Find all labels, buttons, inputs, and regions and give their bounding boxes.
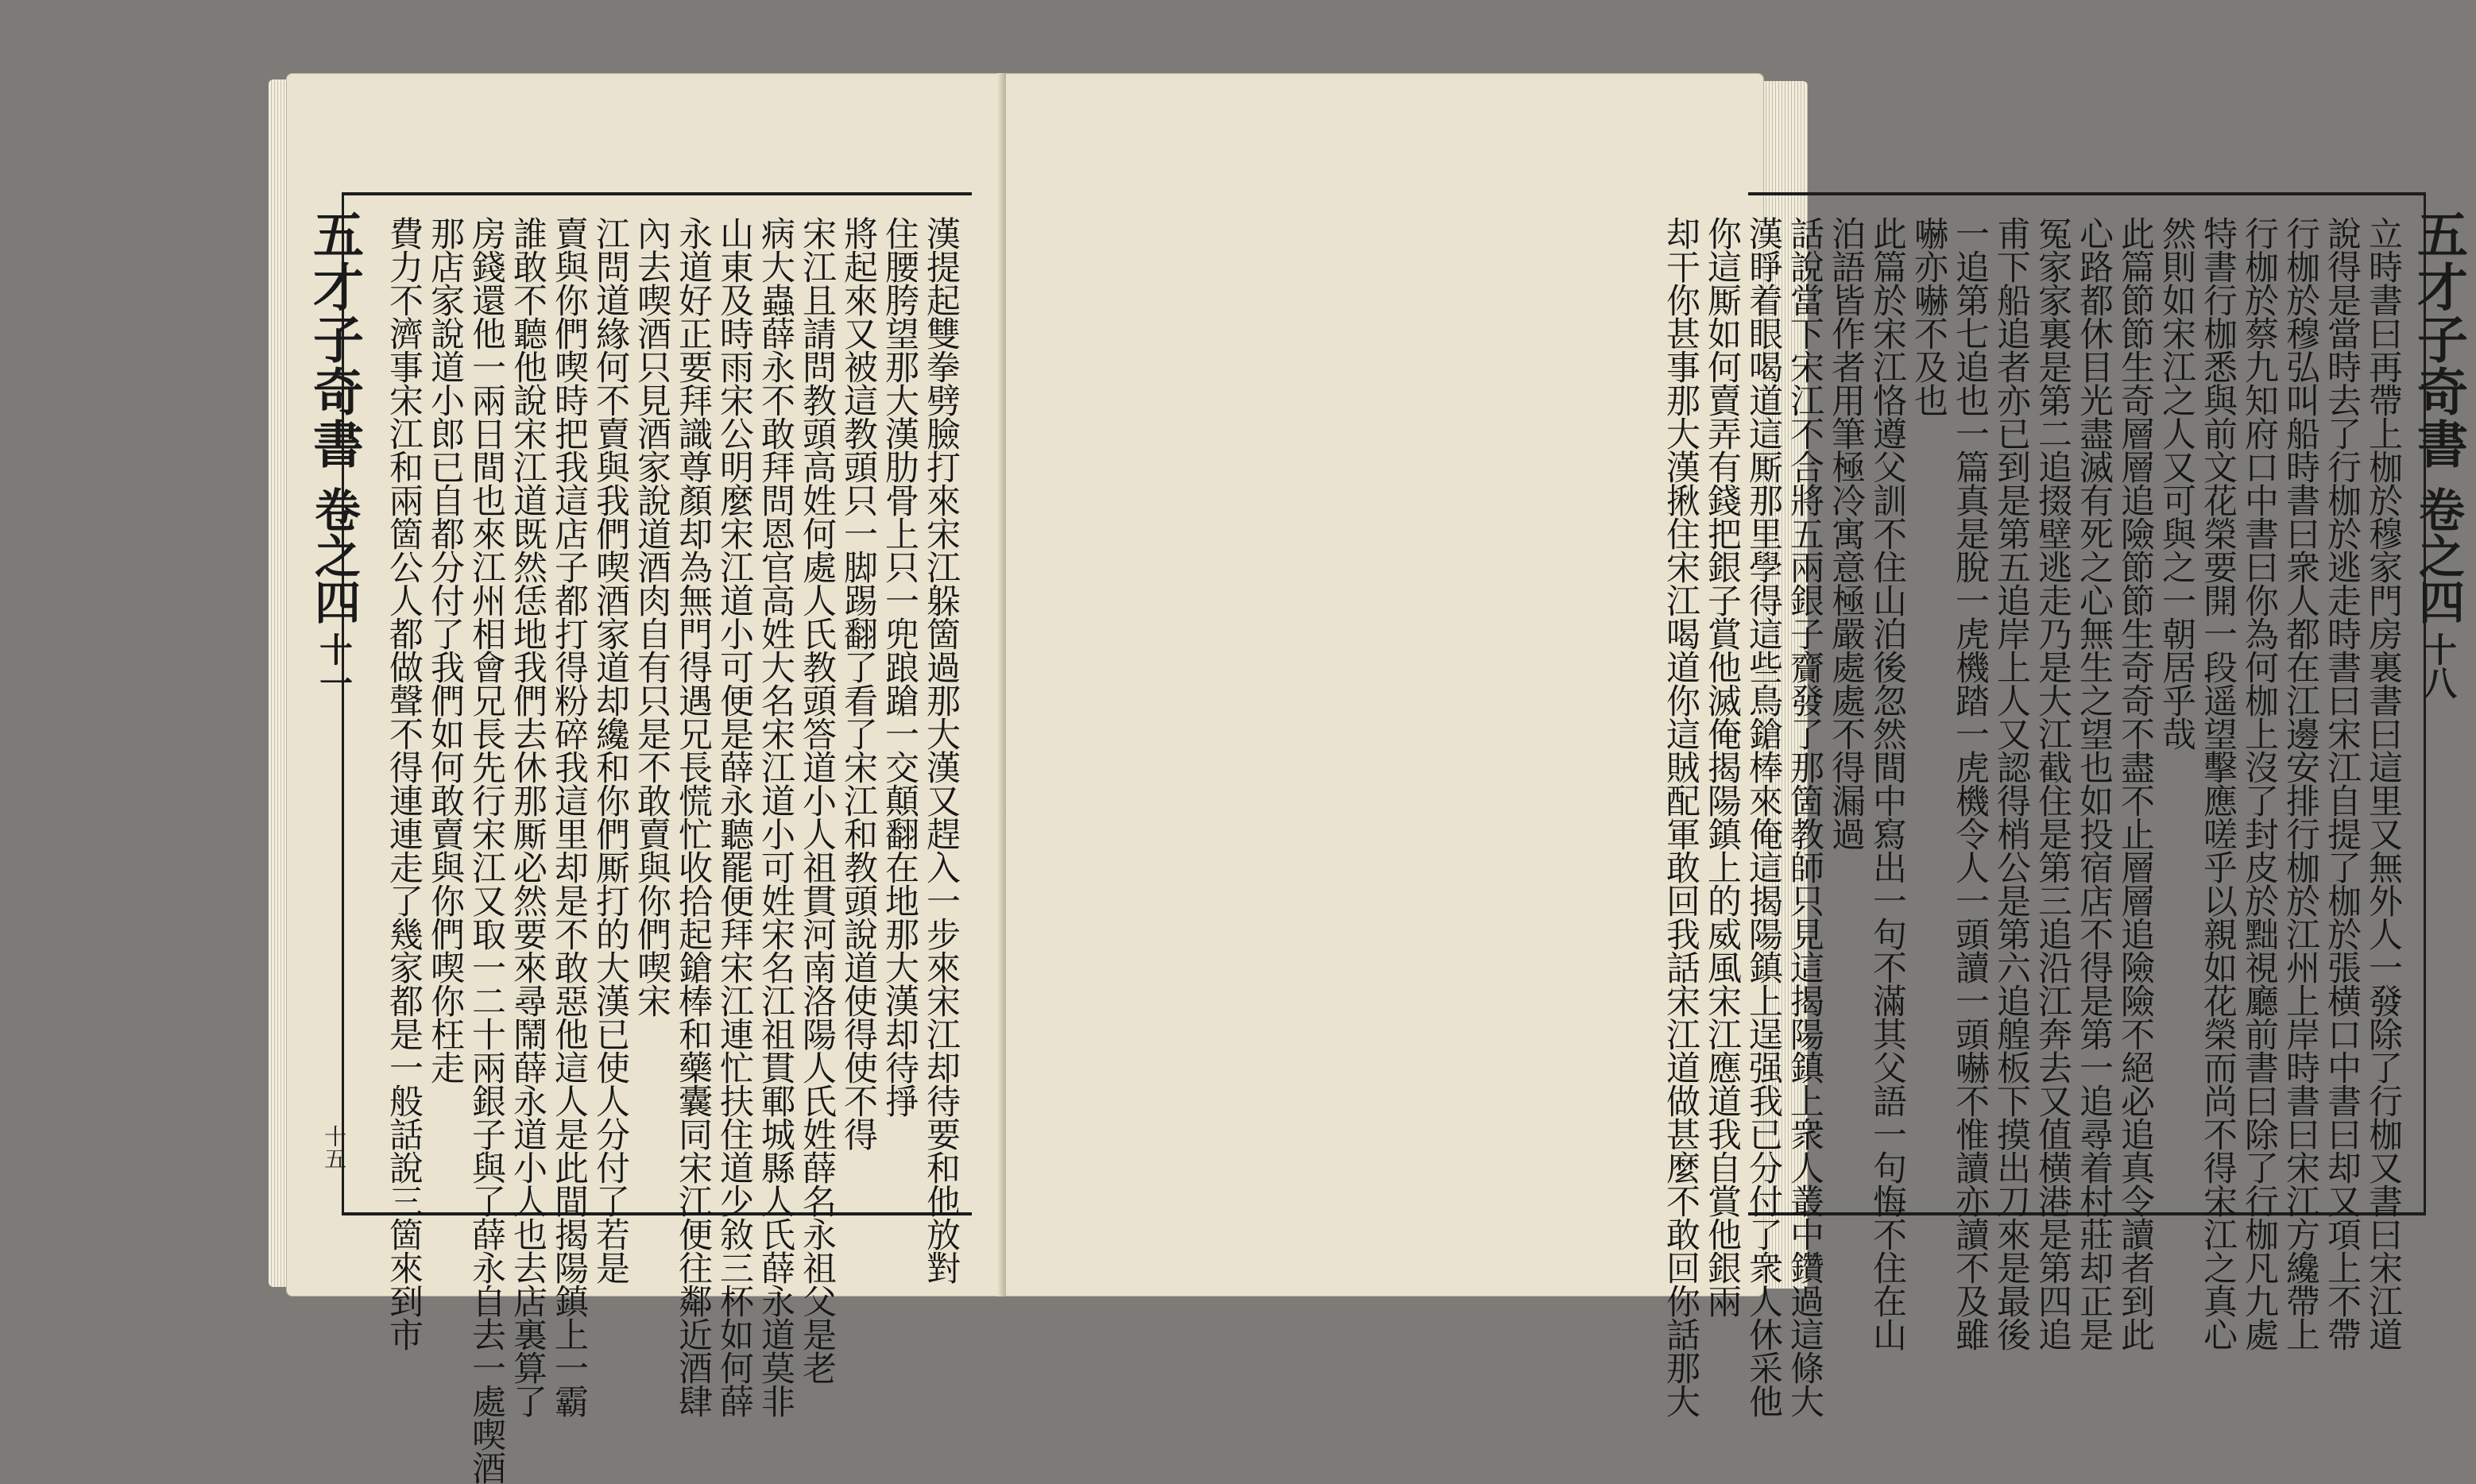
text-column: 然則如宋江之人又可與之一朝居乎哉 <box>2157 216 2196 750</box>
text-column: 將起來又被這教頭只一脚踢翻了看了宋江和教頭說道使得使不得 <box>838 216 878 1150</box>
text-column: 行枷於穆弘叫船時書曰衆人都在江邊安排行枷於江州上岸時書曰宋江方纔帶上 <box>2281 216 2320 1351</box>
text-column: 那店家說道小郎已自都分付了我們如何敢賣與你們喫你枉走 <box>425 216 465 1084</box>
text-column: 嚇亦嚇不及也 <box>1909 216 1948 416</box>
text-column: 却干你甚事那大漢揪住宋江喝道你這賊配軍敢回我話宋江道做甚麼不敢回你話那大 <box>1661 216 1700 1417</box>
text-column: 立時書曰再帶上枷於穆家門房裏書曰這里又無外人一發除了行枷又書曰宋江道 <box>2363 216 2403 1351</box>
running-title: 五才子奇書 <box>2408 208 2468 470</box>
text-column: 費力不濟事宋江和兩箇公人都做聲不得連連走了幾家都是一般話說三箇來到市 <box>384 216 424 1351</box>
volume-label: 卷之四 <box>2411 486 2465 624</box>
text-column: 甫下船追者亦已到是第五追岸上人又認得梢公是第六追艎板下摸出刀來是最後 <box>1991 216 2031 1351</box>
text-column: 漢提起雙拳劈臉打來宋江躲箇過那大漢又趕入一步來宋江却待要和他放對 <box>921 216 961 1284</box>
volume-label: 卷之四 <box>307 486 361 624</box>
folio-number: 十一 <box>315 632 354 699</box>
page-number: 十五 <box>321 1125 347 1169</box>
running-title: 五才子奇書 <box>304 208 364 470</box>
text-column: 行枷於蔡九知府口中書曰你為何枷上沒了封皮於黜視廳前書曰除了行枷凡九處 <box>2239 216 2279 1351</box>
text-column: 住腰胯望那大漢肋骨上只一兜踉蹌一交顛翻在地那大漢却待掙 <box>880 216 919 1117</box>
text-column: 誰敢不聽他說宋江道既然恁地我們去休那厮必然要來尋鬧薛永道小人也去店裏算了 <box>508 216 547 1417</box>
left-page-text <box>373 216 961 1484</box>
text-column: 泊語皆作者用筆極冷寓意極嚴處處不得漏過 <box>1826 216 1866 850</box>
text-column: 心路都休目光盡滅有死之心無生之望也如投宿店不得是第一追尋着村莊却正是 <box>2074 216 2114 1351</box>
text-column: 山東及時雨宋公明麼宋江道小可便是薛永聽罷便拜宋江連忙扶住道少敘三杯如何薛 <box>714 216 754 1417</box>
right-page-text <box>1661 216 2404 1417</box>
folio-number: 十八 <box>2419 632 2458 699</box>
left-page <box>286 73 1005 1484</box>
text-column: 特書行枷悉與前文花榮要開一段遥望擊應嗟乎以親如花榮而尚不得宋江之真心 <box>2198 216 2238 1351</box>
right-page <box>1005 73 2468 1417</box>
text-column: 此篇於宋江恪遵父訓不住山泊後忽然間中寫出一句不滿其父語一句悔不住在山 <box>1867 216 1907 1351</box>
right-page-banner <box>2400 192 2476 1209</box>
text-column: 說得是當時去了行枷於逃走時書曰宋江自提了枷於張横口中書曰却又項上不帶 <box>2322 216 2362 1351</box>
text-column: 賣與你們喫時把我這店子都打得粉碎我這里却是不敢惡他這人是此間揭陽鎮上一霸 <box>549 216 589 1417</box>
text-column: 內去喫酒只見酒家說道酒肉自有只是不敢賣與你們喫宋 <box>632 216 671 1017</box>
text-column: 永道好正要拜識尊顏却為無門得遇兄長慌忙收拾起鎗棒和藥囊同宋江便往鄰近酒肆 <box>673 216 713 1417</box>
open-book <box>286 73 2468 1484</box>
text-column: 房錢還他一兩日間也來江州相會兄長先行宋江又取一二十兩銀子與了薛永自去一處喫酒 <box>466 216 506 1484</box>
left-page-banner <box>296 192 372 1209</box>
text-column: 江問道緣何不賣與我們喫酒家道却纔和你們厮打的大漢已使人分付了若是 <box>590 216 630 1284</box>
text-column: 冤家家裏是第二追掇壁逃走乃是大江截住是第三追沿江奔去又值横港是第四追 <box>2033 216 2072 1351</box>
text-column: 你這厮如何賣弄有錢把銀子賞他滅俺揭陽鎮上的威風宋江應道我自賞他銀兩 <box>1702 216 1742 1317</box>
text-column: 此篇節節生奇層層追險節節生奇奇不盡不止層層追險險不絕必追真令讀者到此 <box>2115 216 2155 1351</box>
text-column: 話說當下宋江不合將五兩銀子齎發了那箇教師只見這揭陽鎮上衆人叢中鑽過這條大 <box>1785 216 1824 1417</box>
text-column: 漢睜着眼喝道這厮那里學得這些鳥鎗棒來俺這揭陽鎮上逞强我已分付了衆人休采他 <box>1743 216 1783 1417</box>
text-column: 病大蟲薛永不敢拜問恩官高姓大名宋江道小可姓宋名江祖貫鄆城縣人氏薛永道莫非 <box>756 216 795 1417</box>
text-column: 宋江且請問教頭高姓何處人氏教頭答道小人祖貫河南洛陽人氏姓薛名永祖父是老 <box>797 216 837 1384</box>
text-column: 一追第七追也一篇真是脫一虎機踏一虎機令人一頭讀一頭嚇不惟讀亦讀不及雖 <box>1950 216 1990 1351</box>
